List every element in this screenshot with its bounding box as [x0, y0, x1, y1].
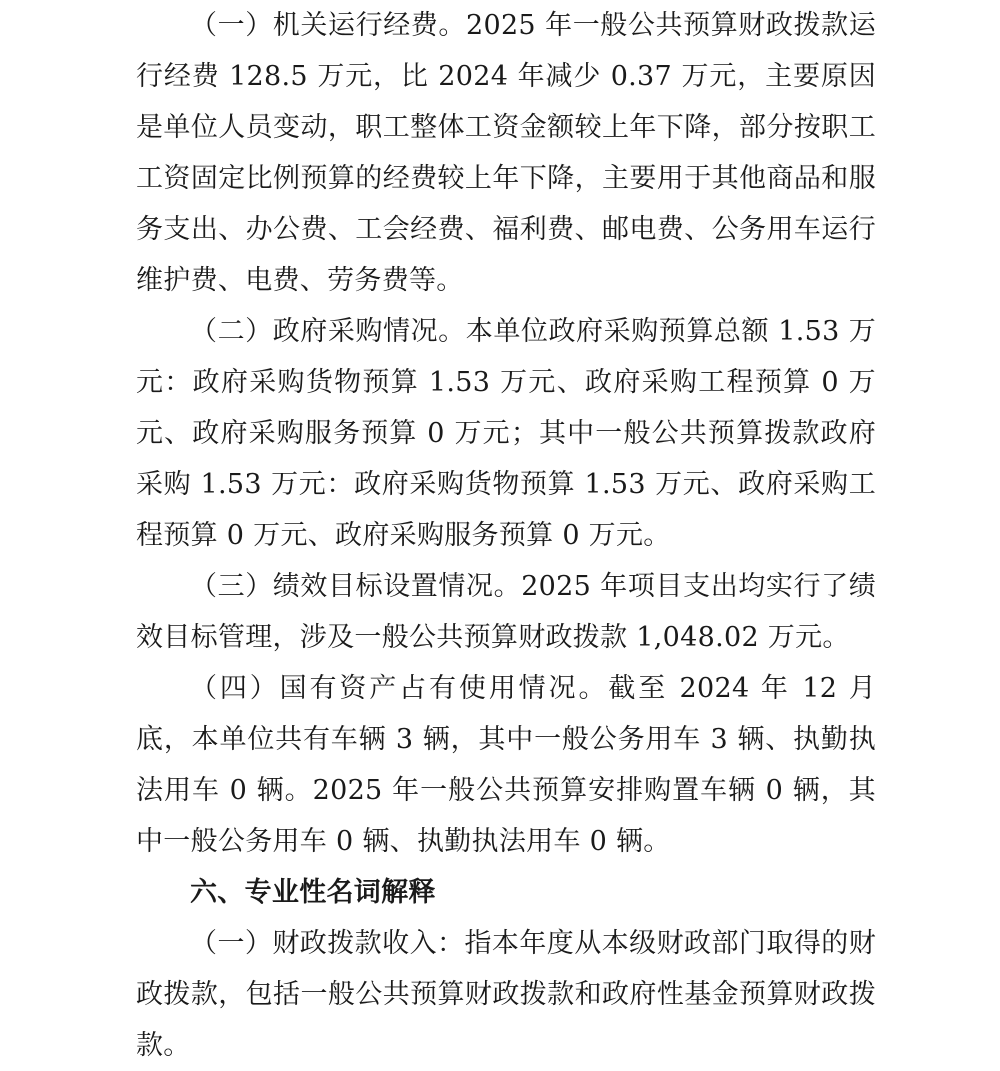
paragraph-state-assets [136, 663, 876, 867]
paragraph-body: 截至 2024 年 12 月底，本单位共有车辆 3 辆，其中一般公务用车 3 辆、执勤执法用车 0 辆。2025 年一般公共预算安排购置车辆 0 辆，其中一般公务用车 0 辆、执勤执法用车 0 辆。 [136, 673, 876, 857]
paragraph-body: 2025 年项目支出均实行了绩效目标管理，涉及一般公共预算财政拨款 1,048.02 万元。 [136, 571, 876, 653]
paragraph-lead: （二）政府采购情况。 [190, 316, 466, 347]
document-page [136, 0, 876, 1071]
paragraph-lead: （三）绩效目标设置情况。 [190, 571, 522, 602]
paragraph-lead: （一）机关运行经费。 [190, 10, 466, 41]
paragraph-government-procurement [136, 306, 876, 561]
paragraph-performance-targets [136, 561, 876, 663]
paragraph-lead: （一）财政拨款收入： [190, 928, 465, 959]
paragraph-operating-expenses [136, 0, 876, 306]
paragraph-body: 指本年度从本级财政部门取得的财政拨款，包括一般公共预算财政拨款和政府性基金预算财政拨款。 [136, 928, 877, 1061]
paragraph-body: 2025 年一般公共预算财政拨款运行经费 128.5 万元，比 2024 年减少 0.37 万元，主要原因是单位人员变动，职工整体工资金额较上年下降，部分按职工工资固定比例预算的经费较上年下降，主要用于其他商品和服务支出、办公费、工会经费、福利费、邮电费、公务用车运行维护费、电费、劳务费等。 [136, 10, 876, 296]
section-heading: 六、专业性名词解释 [190, 877, 436, 908]
paragraph-fiscal-appropriation-income [136, 918, 876, 1071]
paragraph-lead: （四）国有资产占有使用情况。 [190, 673, 609, 704]
paragraph-body: 本单位政府采购预算总额 1.53 万元：政府采购货物预算 1.53 万元、政府采购工程预算 0 万元、政府采购服务预算 0 万元；其中一般公共预算拨款政府采购 1.53 万元：政府采购货物预算 1.53 万元、政府采购工程预算 0 万元、政府采购服务预算 0 万元。 [136, 316, 876, 551]
